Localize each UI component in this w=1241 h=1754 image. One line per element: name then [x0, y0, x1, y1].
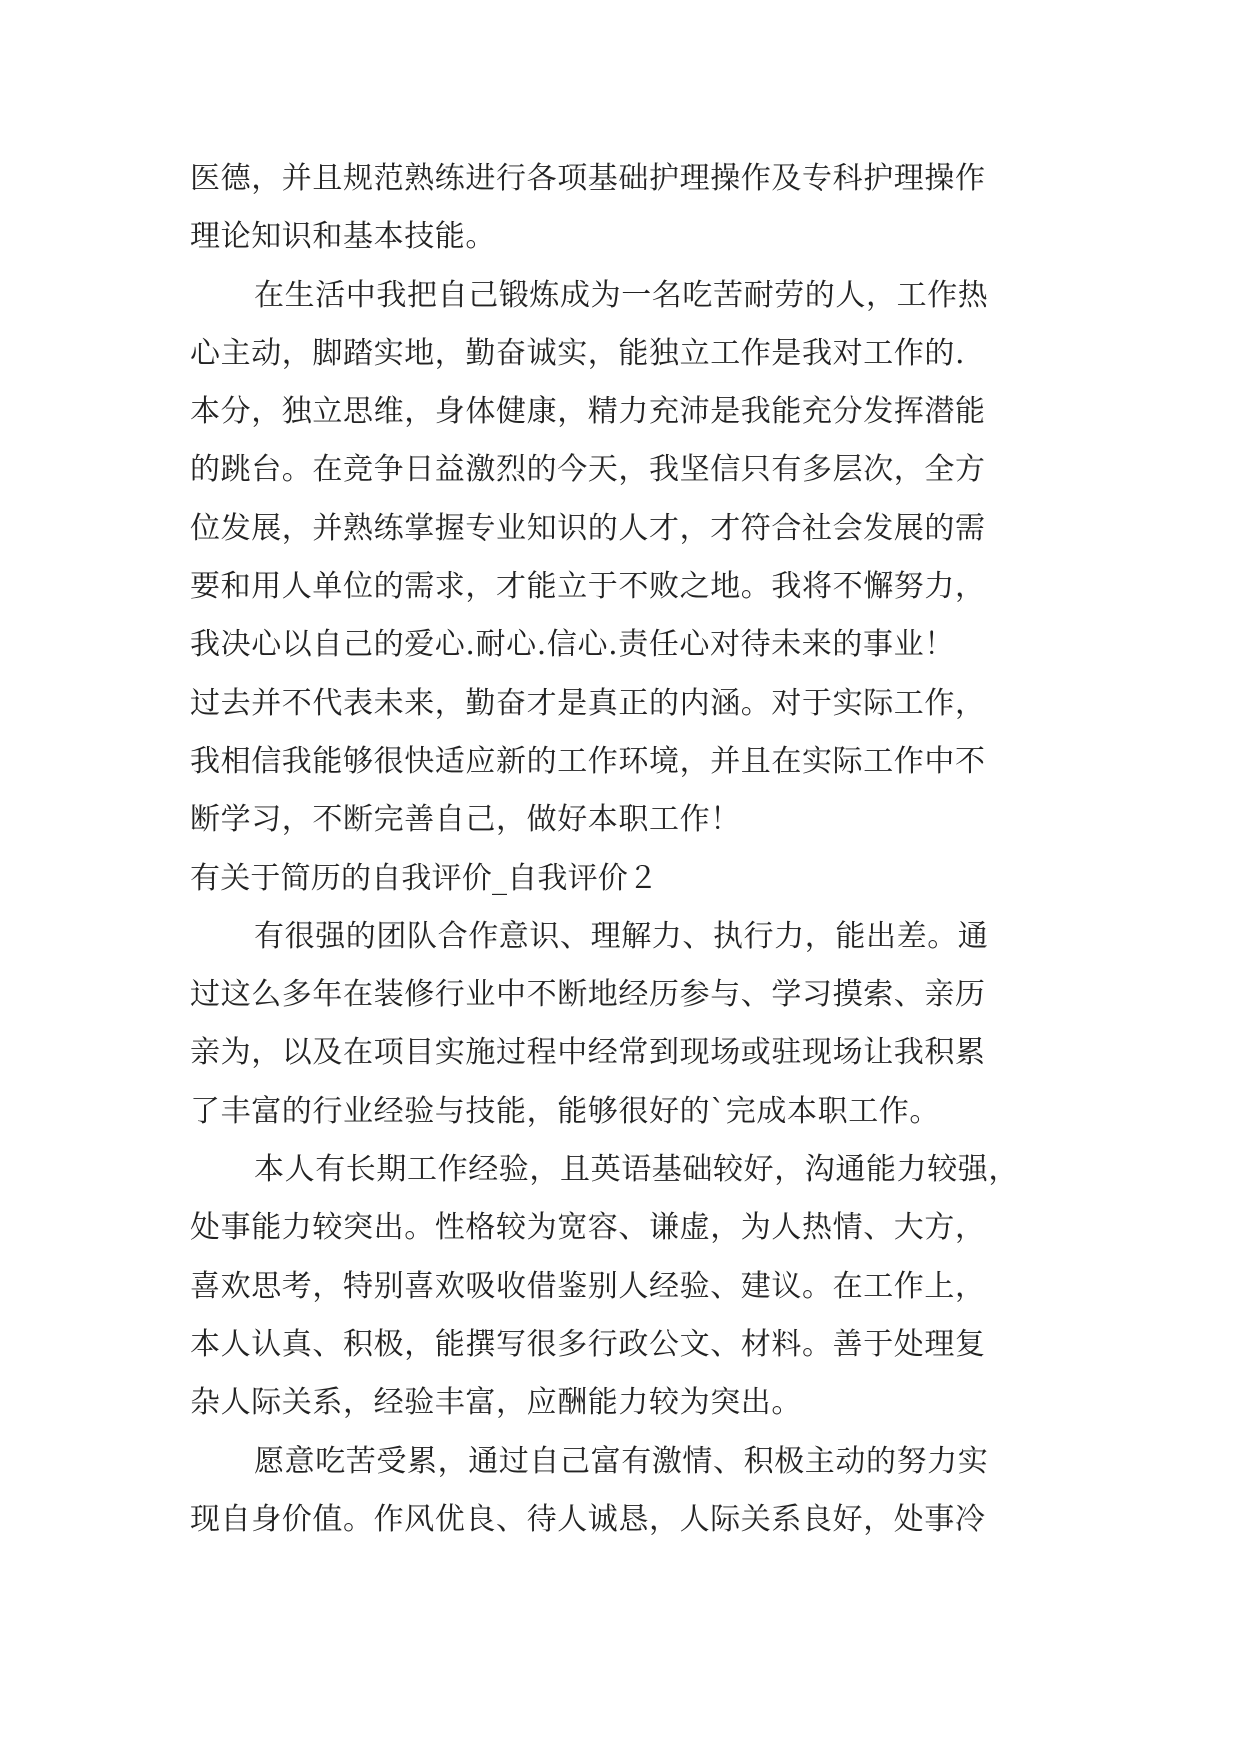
text-line: 本人认真、积极，能撰写很多行政公文、材料。善于处理复	[190, 1326, 986, 1362]
text-line: 亲为，以及在项目实施过程中经常到现场或驻现场让我积累	[190, 1035, 986, 1071]
paragraph-start-line: 愿意吃苦受累，通过自己富有激情、积极主动的努力实	[254, 1443, 989, 1479]
text-line: 我相信我能够很快适应新的工作环境，并且在实际工作中不	[190, 743, 986, 779]
text-line: 要和用人单位的需求，才能立于不败之地。我将不懈努力，	[190, 569, 986, 605]
text-line: 现自身价值。作风优良、待人诚恳，人际关系良好，处事冷	[190, 1501, 986, 1537]
text-line: 理论知识和基本技能。	[190, 219, 496, 255]
paragraph-start-line: 本人有长期工作经验，且英语基础较好，沟通能力较强，	[254, 1152, 1019, 1188]
text-line: 位发展，并熟练掌握专业知识的人才，才符合社会发展的需	[190, 510, 986, 546]
section-heading: 有关于简历的自我评价_自我评价２	[190, 860, 659, 896]
text-line: 处事能力较突出。性格较为宽容、谦虚，为人热情、大方，	[190, 1210, 986, 1246]
text-line: 本分，独立思维，身体健康，精力充沛是我能充分发挥潜能	[190, 394, 986, 430]
document-body	[190, 150, 1070, 1549]
text-line: 了丰富的行业经验与技能，能够很好的`完成本职工作。	[190, 1093, 940, 1129]
paragraph-start-line: 有很强的团队合作意识、理解力、执行力，能出差。通	[254, 918, 989, 954]
text-line: 的跳台。在竞争日益激烈的今天，我坚信只有多层次，全方	[190, 452, 986, 488]
text-line: 心主动，脚踏实地，勤奋诚实，能独立工作是我对工作的.	[190, 335, 966, 371]
text-line: 医德，并且规范熟练进行各项基础护理操作及专科护理操作	[190, 161, 986, 196]
paragraph-start-line: 在生活中我把自己锻炼成为一名吃苦耐劳的人，工作热	[254, 277, 989, 313]
text-line: 喜欢思考，特别喜欢吸收借鉴别人经验、建议。在工作上，	[190, 1268, 986, 1304]
text-line: 过去并不代表未来，勤奋才是真正的内涵。对于实际工作，	[190, 685, 986, 721]
text-line: 断学习，不断完善自己，做好本职工作！	[190, 802, 741, 838]
text-line: 过这么多年在装修行业中不断地经历参与、学习摸索、亲历	[190, 977, 986, 1013]
text-line: 杂人际关系，经验丰富，应酬能力较为突出。	[190, 1385, 802, 1421]
text-line: 我决心以自己的爱心.耐心.信心.责任心对待未来的事业！	[190, 627, 955, 663]
